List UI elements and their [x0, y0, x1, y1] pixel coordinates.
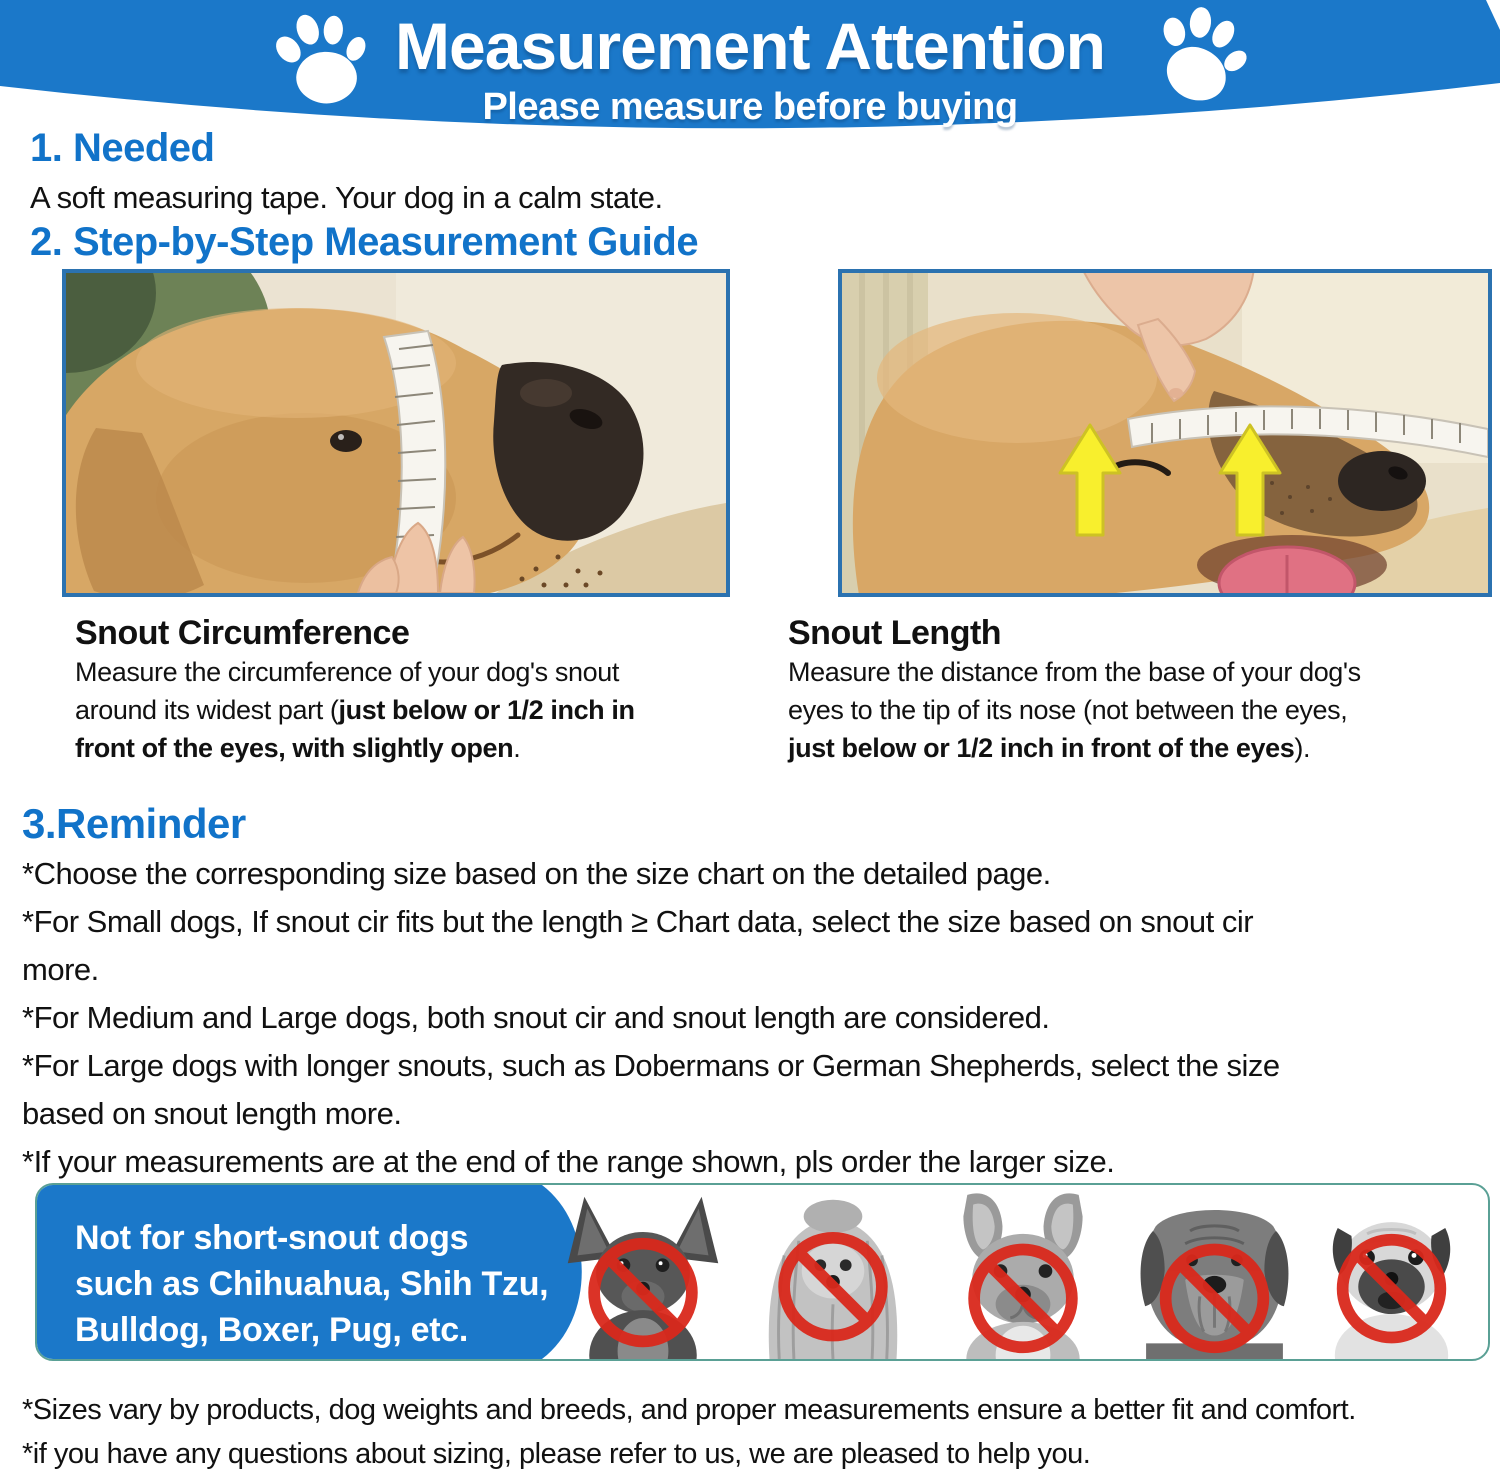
section-2-heading: 2. Step-by-Step Measurement Guide [30, 220, 699, 264]
page-subtitle: Please measure before buying [482, 86, 1018, 128]
caption-left-line1: Measure the circumference of your dog's snout [75, 657, 619, 687]
notice-line2: such as Chihuahua, Shih Tzu, [75, 1265, 549, 1303]
caption-right-title: Snout Length [788, 614, 1002, 652]
reminder-line: based on snout length more. [22, 1096, 402, 1131]
footer-note-2: *if you have any questions about sizing, please refer to us, we are pleased to help you. [22, 1438, 1091, 1470]
caption-left-line3-bold: front of the eyes, with slightly open [75, 733, 514, 763]
section-1-body: A soft measuring tape. Your dog in a calm state. [30, 180, 663, 215]
dog-measure-length-illustration [842, 273, 1488, 593]
reminder-line: more. [22, 952, 99, 987]
caption-left-body [75, 653, 755, 767]
caption-right-line3-end: ). [1294, 733, 1311, 763]
dog-measure-circumference-illustration [66, 273, 726, 593]
caption-left-line2-normal: around its widest part ( [75, 695, 339, 725]
caption-right-line1: Measure the distance from the base of your dog's [788, 657, 1361, 687]
mastiff-image [1117, 1187, 1312, 1359]
notice-line3: Bulldog, Boxer, Pug, etc. [75, 1311, 468, 1349]
snout-circumference-photo [62, 269, 730, 597]
page-title: Measurement Attention [395, 9, 1105, 83]
reminder-line: *For Large dogs with longer snouts, such as Dobermans or German Shepherds, select the size [22, 1048, 1280, 1083]
caption-left-line2-bold: just below or 1/2 inch in [338, 695, 635, 725]
reminder-line: *For Small dogs, If snout cir fits but the length ≥ Chart data, select the size based on snout cir [22, 904, 1254, 939]
reminder-line: *For Medium and Large dogs, both snout cir and snout length are considered. [22, 1000, 1050, 1035]
notice-line1: Not for short-snout dogs [75, 1219, 469, 1257]
caption-right-line2: eyes to the tip of its nose (not between the eyes, [788, 695, 1348, 725]
caption-left-line2 [75, 691, 755, 729]
caption-right-line3 [788, 729, 1468, 767]
chihuahua-image [557, 1187, 729, 1359]
not-for-short-snout-box [35, 1183, 1490, 1361]
reminder-list [22, 850, 1492, 1186]
caption-right-body [788, 653, 1468, 767]
french-bulldog-image [932, 1187, 1114, 1359]
footer-note-1: *Sizes vary by products, dog weights and breeds, and proper measurements ensure a better fit and comfort. [22, 1394, 1356, 1426]
caption-left-title: Snout Circumference [75, 614, 410, 652]
caption-left-line3 [75, 729, 755, 767]
notice-text [75, 1215, 548, 1353]
reminder-line: *If your measurements are at the end of the range shown, pls order the larger size. [22, 1144, 1115, 1179]
snout-length-photo [838, 269, 1492, 597]
caption-right-line3-bold: just below or 1/2 inch in front of the eyes [788, 733, 1295, 763]
section-3-heading: 3.Reminder [22, 800, 246, 847]
shih-tzu-image [742, 1187, 924, 1359]
pug-image [1299, 1187, 1484, 1359]
caption-left-line3-end: . [513, 733, 521, 763]
reminder-line: *Choose the corresponding size based on the size chart on the detailed page. [22, 856, 1051, 891]
section-1-heading: 1. Needed [30, 126, 215, 170]
